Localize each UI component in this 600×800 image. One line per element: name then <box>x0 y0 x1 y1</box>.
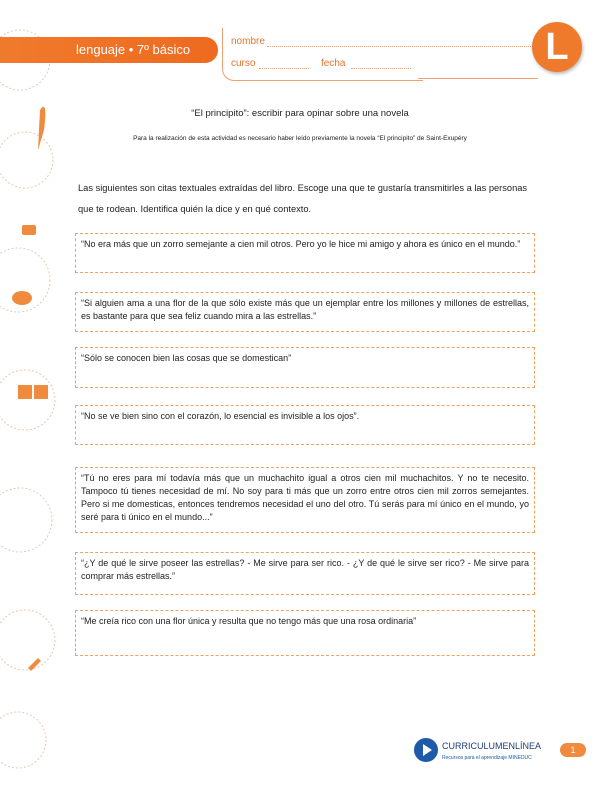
nombre-label: nombre <box>231 36 265 47</box>
curso-field[interactable] <box>259 68 309 69</box>
brand-tagline: Recursos para el aprendizaje MINEDUC <box>442 755 532 761</box>
curso-label: curso <box>231 58 256 69</box>
quote-box: “No era más que un zorro semejante a cien mil otros. Pero yo le hice mi amigo y ahora es único en el mundo.” <box>75 233 535 273</box>
side-icons <box>12 107 48 671</box>
brand-name: CURRICULUMENLÍNEA <box>442 741 542 751</box>
nombre-field[interactable] <box>267 46 557 47</box>
quote-box: “Sólo se conocen bien las cosas que se domestican” <box>75 347 535 388</box>
quote-box: “Si alguien ama a una flor de la que sólo existe más que un ejemplar entre los millones y millones de estrellas, es bastante para que sea feliz cuando mira a las estrellas.” <box>75 292 535 332</box>
quote-box: “No se ve bien sino con el corazón, lo esencial es invisible a los ojos”. <box>75 405 535 445</box>
quote-box: “Tú no eres para mí todavía más que un muchachito igual a otros cien mil muchachitos. Y no te necesito. Tampoco tú tienes necesidad de mí. No soy para ti más que un zorro entre otros cien mil zorros semejantes. Pero si me domesticas, entonces tendremos necesidad el uno del otro. Tú serás para mí único en el mundo, yo seré para ti único en el mundo...” <box>75 467 535 533</box>
quote-box: “¿Y de qué le sirve poseer las estrellas? - Me sirve para ser rico. - ¿Y de qué le sirve ser rico? - Me sirve para comprar más estrellas.” <box>75 552 535 595</box>
header-divider <box>418 78 538 79</box>
fecha-field[interactable] <box>351 68 411 69</box>
decorative-swirls <box>0 0 70 800</box>
instructions: Las siguientes son citas textuales extraídas del libro. Escoge una que te gustaría transmitirles a las personas que te rodean. Identifica quién la dice y en qué contexto. <box>78 183 528 214</box>
curriculum-logo-icon <box>414 738 438 762</box>
page-number: 1 <box>560 743 586 757</box>
page-title: “El principito”: escribir para opinar sobre una novela <box>191 108 409 119</box>
student-info-form <box>222 28 423 81</box>
page-subtitle: Para la realización de esta actividad es necesario haber leído previamente la novela “El principito” de Saint-Exupéry <box>133 135 467 142</box>
subject-logo: L <box>532 22 582 72</box>
quote-box: “Me creía rico con una flor única y resulta que no tengo más que una rosa ordinaria” <box>75 610 535 656</box>
subject-band: lenguaje • 7º básico <box>0 37 218 63</box>
fecha-label: fecha <box>321 58 346 69</box>
